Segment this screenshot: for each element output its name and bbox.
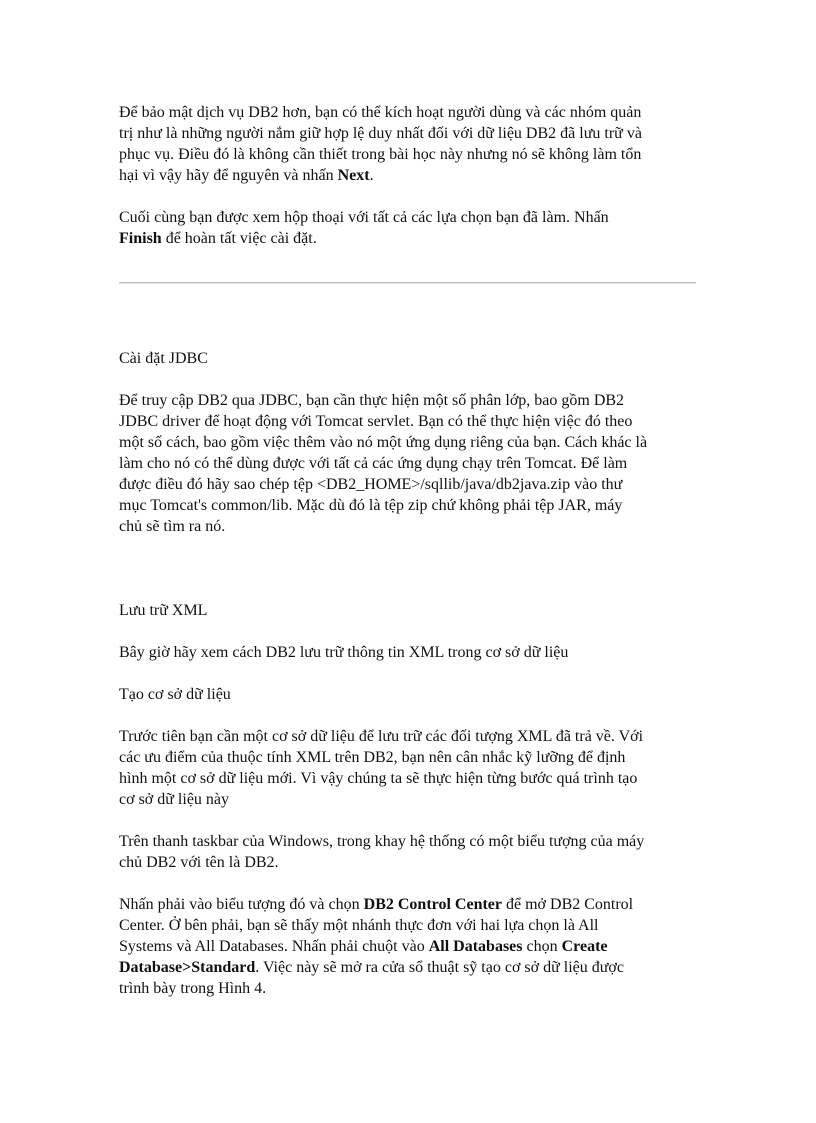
paragraph-jdbc — [119, 390, 699, 537]
text-line — [119, 936, 699, 957]
document-page — [119, 102, 699, 999]
text-line — [119, 165, 699, 186]
text-line — [119, 894, 699, 915]
paragraph-finish — [119, 207, 699, 249]
text-line: trị như là những người nắm giữ hợp lệ duy nhất đối với dữ liệu DB2 đã lưu trữ và — [119, 125, 642, 142]
text-run: Systems và All Databases. Nhấn phải chuột vào — [119, 938, 429, 955]
text-line: hình một cơ sở dữ liệu mới. Vì vậy chúng ta sẽ thực hiện từng bước quá trình tạo — [119, 770, 638, 787]
rule-wrapper — [119, 282, 699, 284]
text-line: Để bảo mật dịch vụ DB2 hơn, bạn có thể kích hoạt người dùng và các nhóm quản — [119, 104, 642, 121]
text-line: JDBC driver để hoạt động với Tomcat servlet. Bạn có thể thực hiện việc đó theo — [119, 413, 633, 430]
text-line — [119, 957, 699, 978]
text-run: hại vì vậy hãy để nguyên và nhấn — [119, 167, 338, 184]
text-line: chủ DB2 với tên là DB2. — [119, 854, 279, 871]
paragraph-control-center — [119, 894, 699, 999]
heading-install-jdbc: Cài đặt JDBC — [119, 350, 208, 367]
text-line: được điều đó hãy sao chép tệp <DB2_HOME>/sqllib/java/db2java.zip vào thư — [119, 476, 623, 493]
text-line: Center. Ở bên phải, bạn sẽ thấy một nhánh thực đơn với hai lựa chọn là All — [119, 917, 599, 934]
text-run: . Việc này sẽ mở ra cửa sổ thuật sỹ tạo cơ sở dữ liệu được — [255, 959, 624, 976]
next-keyword: Next — [337, 167, 370, 184]
paragraph-taskbar — [119, 831, 699, 873]
database-standard-keyword: Database>Standard — [119, 959, 256, 976]
finish-keyword: Finish — [119, 230, 162, 247]
paragraph-create-db — [119, 726, 699, 810]
text-line: trình bày trong Hình 4. — [119, 980, 267, 997]
text-line: làm cho nó có thể dùng được với tất cả các ứng dụng chạy trên Tomcat. Để làm — [119, 455, 628, 472]
all-databases-keyword: All Databases — [428, 938, 523, 955]
text-line: Để truy cập DB2 qua JDBC, bạn cần thực hiện một số phân lớp, bao gồm DB2 — [119, 392, 625, 409]
heading-xml-storage: Lưu trữ XML — [119, 602, 208, 619]
text-run: để mở DB2 Control — [502, 896, 634, 913]
text-line: mục Tomcat's common/lib. Mặc dù đó là tệp zip chứ không phải tệp JAR, máy — [119, 497, 623, 514]
heading-create-database: Tạo cơ sở dữ liệu — [119, 686, 231, 703]
text-run: để hoàn tất việc cài đặt. — [161, 230, 317, 247]
text-line: Cuối cùng bạn được xem hộp thoại với tất cả các lựa chọn bạn đã làm. Nhấn — [119, 209, 609, 226]
text-run: . — [369, 167, 374, 184]
text-line — [119, 228, 699, 249]
control-center-keyword: DB2 Control Center — [363, 896, 502, 913]
text-run: chọn — [522, 938, 562, 955]
text-line: một số cách, bao gồm việc thêm vào nó một ứng dụng riêng của bạn. Cách khác là — [119, 434, 648, 451]
text-line: phục vụ. Điều đó là không cần thiết trong bài học này nhưng nó sẽ không làm tổn — [119, 146, 642, 163]
text-line: cơ sở dữ liệu này — [119, 791, 230, 808]
create-keyword: Create — [561, 938, 608, 955]
text-run: Nhấn phải vào biểu tượng đó và chọn — [119, 896, 364, 913]
text-line: chủ sẽ tìm ra nó. — [119, 518, 226, 535]
text-line: Trước tiên bạn cần một cơ sở dữ liệu để lưu trữ các đối tượng XML đã trả về. Với — [119, 728, 644, 745]
paragraph-xml-intro: Bây giờ hãy xem cách DB2 lưu trữ thông tin XML trong cơ sở dữ liệu — [119, 644, 569, 661]
paragraph-db2-security — [119, 102, 699, 186]
horizontal-rule — [119, 282, 696, 284]
text-line: Trên thanh taskbar của Windows, trong khay hệ thống có một biểu tượng của máy — [119, 833, 645, 850]
text-line: các ưu điểm của thuộc tính XML trên DB2, bạn nên cân nhắc kỹ lưỡng để định — [119, 749, 626, 766]
